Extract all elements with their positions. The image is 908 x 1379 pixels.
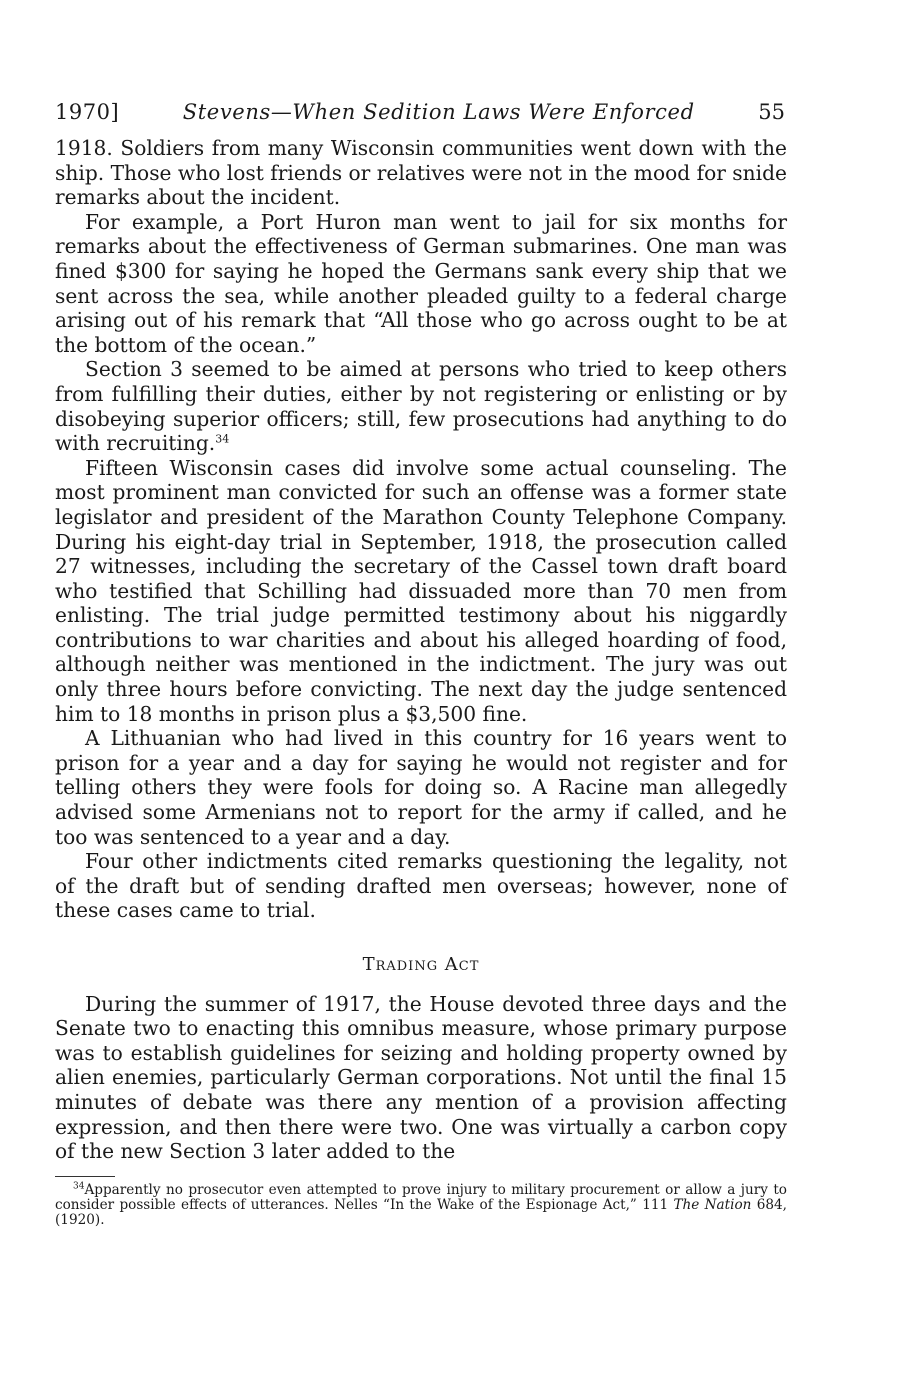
paragraph-1: 1918. Soldiers from many Wisconsin communities went down with the ship. Those who lost friends or relatives were not in the mood for snide remarks about the incident. [55, 136, 787, 210]
paragraph-3-text: Section 3 seemed to be aimed at persons who tried to keep others from fulfilling their duties, either by not registering or enlisting or by disobeying superior officers; still, few prosecutions had anything to do with recruiting. [55, 357, 787, 456]
footnote-italic-title: The Nation [673, 1196, 752, 1213]
paragraph-4: Fifteen Wisconsin cases did involve some actual counseling. The most prominent man convicted for such an offense was a former state legislator and president of the Marathon County Telephone Company. During his eight-day trial in September, 1918, the prosecution called 27 witnesses, including the secretary of the Cassel town draft board who testified that Schilling had dissuaded more than 70 men from enlisting. The trial judge permitted testimony about his niggardly contributions to war charities and about his alleged hoarding of food, although neither was mentioned in the indictment. The jury was out only three hours before convicting. The next day the judge sentenced him to 18 months in prison plus a $3,500 fine. [55, 455, 787, 726]
footnote-text-after: 684, (1920). [55, 1196, 787, 1228]
body-text [55, 136, 787, 1164]
document-page [55, 100, 787, 1228]
paragraph-3 [55, 357, 787, 455]
paragraph-5: A Lithuanian who had lived in this country for 16 years went to prison for a year and a day for saying he would not register and for telling others they were fools for doing so. A Racine man allegedly advised some Armenians not to report for the army if called, and he too was sentenced to a year and a day. [55, 726, 787, 849]
running-header [55, 100, 787, 124]
paragraph-2: For example, a Port Huron man went to jail for six months for remarks about the effectiveness of German submarines. One man was fined $300 for saying he hoped the Germans sank every ship that we sent across the sea, while another pleaded guilty to a federal charge arising out of his remark that “All those who go across ought to be at the bottom of the ocean.” [55, 209, 787, 357]
paragraph-6: Four other indictments cited remarks questioning the legality, not of the draft but of sending drafted men overseas; however, none of these cases came to trial. [55, 849, 787, 923]
header-title: Stevens—When Sedition Laws Were Enforced [182, 100, 695, 124]
footnote-number: 34 [73, 1181, 85, 1192]
section-heading-trading-act: Trading Act [362, 954, 480, 975]
section-paragraph-1: During the summer of 1917, the House devoted three days and the Senate two to enacting this omnibus measure, whose primary purpose was to establish guidelines for seizing and holding property owned by alien enemies, particularly German corporations. Not until the final 15 minutes of debate was there any mention of a provision affecting expression, and then there were two. One was virtually a carbon copy of the new Section 3 later added to the [55, 991, 787, 1164]
page-number: 55 [758, 100, 785, 124]
footnote-marker-34[interactable]: 34 [215, 432, 230, 446]
footnote-34 [55, 1183, 787, 1228]
footnote-divider [55, 1176, 115, 1177]
footnote-text-before: Apparently no prosecutor even attempted to prove injury to military procurement or allow a jury to consider possible effects of utterances. Nelles “In the Wake of the Espionage Act,” 111 [55, 1181, 787, 1213]
header-year: 1970] [55, 100, 120, 124]
